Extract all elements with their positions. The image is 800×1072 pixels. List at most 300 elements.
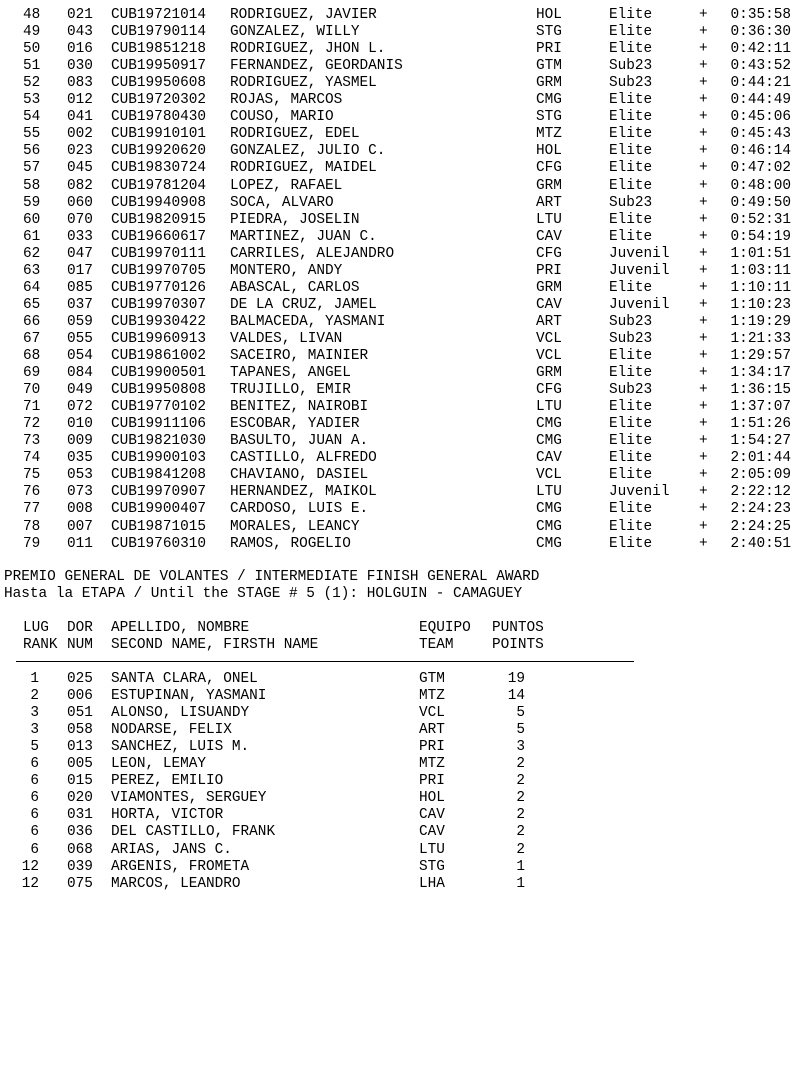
result-sign: + xyxy=(699,126,708,143)
result-name: RODRIGUEZ, JHON L. xyxy=(230,41,386,58)
result-bib: 035 xyxy=(67,450,93,467)
result-bib: 043 xyxy=(67,24,93,41)
result-bib: 083 xyxy=(67,75,93,92)
result-pos: 53 xyxy=(23,92,41,109)
award-header-es xyxy=(0,620,800,637)
result-team: GRM xyxy=(536,75,562,92)
result-cat: Elite xyxy=(609,92,653,109)
result-pos: 64 xyxy=(23,279,41,296)
header-name-es: APELLIDO, NOMBRE xyxy=(111,620,250,636)
award-header-en xyxy=(0,637,800,654)
result-sign: + xyxy=(699,109,708,126)
result-bib: 045 xyxy=(67,160,93,177)
award-name: DEL CASTILLO, FRANK xyxy=(111,824,276,841)
result-name: MONTERO, ANDY xyxy=(230,262,343,279)
award-points: 2 xyxy=(516,790,525,807)
result-code: CUB19970111 xyxy=(111,245,206,262)
result-row xyxy=(0,399,800,416)
result-team: VCL xyxy=(536,330,562,347)
award-pos: 6 xyxy=(30,773,39,790)
result-row xyxy=(0,519,800,536)
result-cat: Sub23 xyxy=(609,313,653,330)
award-row xyxy=(0,756,800,773)
result-row xyxy=(0,229,800,246)
award-stage: Hasta la ETAPA / Until the STAGE # 5 (1): HOLGUIN - CAMAGUEY xyxy=(4,586,523,602)
result-pos: 76 xyxy=(23,484,41,501)
result-pos: 68 xyxy=(23,348,41,364)
result-row xyxy=(0,109,800,126)
result-bib: 030 xyxy=(67,58,93,75)
award-bib: 058 xyxy=(67,722,93,739)
result-pos: 57 xyxy=(23,160,41,177)
award-points: 1 xyxy=(516,858,525,875)
award-points: 19 xyxy=(507,671,525,687)
result-code: CUB19900103 xyxy=(111,450,206,467)
result-cat: Elite xyxy=(609,467,653,484)
result-pos: 74 xyxy=(23,450,41,467)
result-pos: 78 xyxy=(23,518,41,535)
result-pos: 72 xyxy=(23,416,41,433)
result-pos: 71 xyxy=(23,399,41,416)
result-pos: 66 xyxy=(23,313,41,330)
result-row xyxy=(0,263,800,280)
result-sign: + xyxy=(699,143,708,160)
award-bib: 015 xyxy=(67,773,93,790)
result-team: CAV xyxy=(536,228,562,245)
result-time: 2:05:09 xyxy=(730,467,791,484)
award-points: 2 xyxy=(516,773,525,790)
result-pos: 65 xyxy=(23,296,41,313)
award-name: VIAMONTES, SERGUEY xyxy=(111,790,267,807)
award-team: LHA xyxy=(419,875,445,892)
result-bib: 053 xyxy=(67,467,93,484)
result-name: RODRIGUEZ, MAIDEL xyxy=(230,160,377,177)
award-points: 3 xyxy=(516,739,525,756)
result-code: CUB19660617 xyxy=(111,228,206,245)
result-name: GONZALEZ, JULIO C. xyxy=(230,143,386,160)
result-row xyxy=(0,41,800,58)
result-code: CUB19970307 xyxy=(111,296,206,313)
result-pos: 60 xyxy=(23,211,41,228)
result-bib: 082 xyxy=(67,177,93,194)
result-team: CMG xyxy=(536,433,562,450)
result-sign: + xyxy=(699,245,708,262)
result-cat: Elite xyxy=(609,450,653,467)
result-cat: Sub23 xyxy=(609,382,653,399)
result-pos: 50 xyxy=(23,41,41,58)
result-time: 2:01:44 xyxy=(730,450,791,467)
award-name: ARGENIS, FROMETA xyxy=(111,858,250,875)
result-code: CUB19940908 xyxy=(111,194,206,211)
result-cat: Elite xyxy=(609,279,653,296)
result-sign: + xyxy=(699,433,708,450)
result-team: CMG xyxy=(536,501,562,518)
result-team: VCL xyxy=(536,348,562,364)
result-cat: Elite xyxy=(609,416,653,433)
award-name: ARIAS, JANS C. xyxy=(111,841,232,858)
result-team: LTU xyxy=(536,211,562,228)
result-name: HERNANDEZ, MAIKOL xyxy=(230,484,377,501)
result-sign: + xyxy=(699,501,708,518)
award-points: 2 xyxy=(516,807,525,824)
result-row xyxy=(0,484,800,501)
result-bib: 023 xyxy=(67,143,93,160)
result-name: BALMACEDA, YASMANI xyxy=(230,313,386,330)
result-sign: + xyxy=(699,58,708,75)
award-name: MARCOS, LEANDRO xyxy=(111,875,241,892)
result-sign: + xyxy=(699,467,708,484)
award-row xyxy=(0,671,800,688)
result-row xyxy=(0,7,800,24)
award-name: NODARSE, FELIX xyxy=(111,722,232,739)
award-row xyxy=(0,859,800,876)
result-time: 1:51:26 xyxy=(730,416,791,433)
result-bib: 016 xyxy=(67,41,93,58)
award-name: SANTA CLARA, ONEL xyxy=(111,671,258,687)
result-bib: 060 xyxy=(67,194,93,211)
result-pos: 54 xyxy=(23,109,41,126)
award-pos: 5 xyxy=(30,739,39,756)
award-bib: 075 xyxy=(67,875,93,892)
result-cat: Elite xyxy=(609,143,653,160)
result-name: CARRILES, ALEJANDRO xyxy=(230,245,395,262)
result-bib: 037 xyxy=(67,296,93,313)
result-pos: 59 xyxy=(23,194,41,211)
award-name: SANCHEZ, LUIS M. xyxy=(111,739,250,756)
result-name: CHAVIANO, DASIEL xyxy=(230,467,369,484)
header-team-es: EQUIPO xyxy=(419,620,471,636)
award-row xyxy=(0,824,800,841)
result-time: 0:47:02 xyxy=(730,160,791,177)
result-team: STG xyxy=(536,24,562,41)
result-sign: + xyxy=(699,160,708,177)
result-sign: + xyxy=(699,41,708,58)
award-points: 14 xyxy=(507,688,525,705)
result-pos: 58 xyxy=(23,177,41,194)
result-name: RODRIGUEZ, EDEL xyxy=(230,126,360,143)
result-time: 1:03:11 xyxy=(730,262,791,279)
award-pos: 1 xyxy=(30,671,39,687)
award-team: STG xyxy=(419,858,445,875)
result-row xyxy=(0,365,800,382)
result-team: GRM xyxy=(536,365,562,382)
result-row xyxy=(0,433,800,450)
result-row xyxy=(0,75,800,92)
award-bib: 031 xyxy=(67,807,93,824)
result-bib: 008 xyxy=(67,501,93,518)
result-time: 0:54:19 xyxy=(730,228,791,245)
result-code: CUB19900407 xyxy=(111,501,206,518)
result-cat: Juvenil xyxy=(609,262,670,279)
result-name: PIEDRA, JOSELIN xyxy=(230,211,360,228)
result-code: CUB19911106 xyxy=(111,416,206,433)
result-code: CUB19950808 xyxy=(111,382,206,399)
result-cat: Juvenil xyxy=(609,296,670,313)
result-name: ABASCAL, CARLOS xyxy=(230,279,360,296)
result-code: CUB19760310 xyxy=(111,535,206,552)
result-code: CUB19950608 xyxy=(111,75,206,92)
result-cat: Elite xyxy=(609,41,653,58)
result-name: DE LA CRUZ, JAMEL xyxy=(230,296,377,313)
result-code: CUB19970705 xyxy=(111,262,206,279)
result-pos: 75 xyxy=(23,467,41,484)
result-name: RAMOS, ROGELIO xyxy=(230,535,351,552)
header-points-es: PUNTOS xyxy=(492,620,544,636)
result-bib: 002 xyxy=(67,126,93,143)
award-name: PEREZ, EMILIO xyxy=(111,773,224,790)
result-name: BENITEZ, NAIROBI xyxy=(230,399,369,416)
award-bib: 051 xyxy=(67,705,93,722)
result-time: 0:35:58 xyxy=(730,7,791,23)
result-sign: + xyxy=(699,177,708,194)
result-cat: Elite xyxy=(609,365,653,382)
result-cat: Elite xyxy=(609,211,653,228)
result-bib: 055 xyxy=(67,330,93,347)
result-sign: + xyxy=(699,92,708,109)
result-code: CUB19720302 xyxy=(111,92,206,109)
result-time: 0:48:00 xyxy=(730,177,791,194)
result-bib: 085 xyxy=(67,279,93,296)
result-time: 2:22:12 xyxy=(730,484,791,501)
result-pos: 55 xyxy=(23,126,41,143)
result-bib: 047 xyxy=(67,245,93,262)
result-name: MORALES, LEANCY xyxy=(230,518,360,535)
award-team: MTZ xyxy=(419,756,445,773)
award-points: 5 xyxy=(516,705,525,722)
result-time: 0:52:31 xyxy=(730,211,791,228)
result-time: 1:19:29 xyxy=(730,313,791,330)
result-row xyxy=(0,58,800,75)
result-cat: Elite xyxy=(609,177,653,194)
result-bib: 007 xyxy=(67,518,93,535)
result-time: 0:42:11 xyxy=(730,41,791,58)
award-row xyxy=(0,773,800,790)
result-code: CUB19910101 xyxy=(111,126,206,143)
result-row xyxy=(0,467,800,484)
result-team: CMG xyxy=(536,416,562,433)
result-row xyxy=(0,536,800,553)
result-row xyxy=(0,501,800,518)
header-team-en: TEAM xyxy=(419,637,454,653)
result-sign: + xyxy=(699,75,708,92)
result-time: 2:40:51 xyxy=(730,535,791,552)
result-time: 0:43:52 xyxy=(730,58,791,75)
result-cat: Juvenil xyxy=(609,245,670,262)
award-bib: 013 xyxy=(67,739,93,756)
result-time: 2:24:25 xyxy=(730,518,791,535)
award-bib: 005 xyxy=(67,756,93,773)
result-bib: 009 xyxy=(67,433,93,450)
result-pos: 51 xyxy=(23,58,41,75)
result-cat: Elite xyxy=(609,7,653,23)
result-bib: 070 xyxy=(67,211,93,228)
award-team: GTM xyxy=(419,671,445,687)
result-name: MARTINEZ, JUAN C. xyxy=(230,228,377,245)
result-code: CUB19861002 xyxy=(111,348,206,364)
header-bib-es: DOR xyxy=(67,620,93,636)
award-team: CAV xyxy=(419,824,445,841)
result-row xyxy=(0,382,800,399)
result-code: CUB19721014 xyxy=(111,7,206,23)
result-pos: 70 xyxy=(23,382,41,399)
award-team: CAV xyxy=(419,807,445,824)
result-row xyxy=(0,416,800,433)
result-sign: + xyxy=(699,330,708,347)
result-team: VCL xyxy=(536,467,562,484)
result-team: LTU xyxy=(536,484,562,501)
result-cat: Elite xyxy=(609,348,653,364)
result-pos: 67 xyxy=(23,330,41,347)
result-cat: Sub23 xyxy=(609,58,653,75)
header-points-en: POINTS xyxy=(492,637,544,653)
award-bib: 025 xyxy=(67,671,93,687)
award-pos: 6 xyxy=(30,790,39,807)
result-time: 1:10:23 xyxy=(730,296,791,313)
result-cat: Sub23 xyxy=(609,330,653,347)
result-bib: 041 xyxy=(67,109,93,126)
result-cat: Elite xyxy=(609,433,653,450)
result-cat: Elite xyxy=(609,399,653,416)
result-sign: + xyxy=(699,262,708,279)
result-code: CUB19851218 xyxy=(111,41,206,58)
result-code: CUB19821030 xyxy=(111,433,206,450)
award-name: ESTUPINAN, YASMANI xyxy=(111,688,267,705)
result-sign: + xyxy=(699,399,708,416)
award-bib: 020 xyxy=(67,790,93,807)
result-code: CUB19781204 xyxy=(111,177,206,194)
result-row xyxy=(0,212,800,229)
result-name: VALDES, LIVAN xyxy=(230,330,343,347)
award-pos: 6 xyxy=(30,756,39,773)
header-name-en: SECOND NAME, FIRSTH NAME xyxy=(111,637,319,653)
result-pos: 48 xyxy=(23,7,41,23)
award-name: ALONSO, LISUANDY xyxy=(111,705,250,722)
award-team: MTZ xyxy=(419,688,445,705)
result-cat: Sub23 xyxy=(609,194,653,211)
result-sign: + xyxy=(699,194,708,211)
result-code: CUB19770126 xyxy=(111,279,206,296)
result-team: CMG xyxy=(536,518,562,535)
result-bib: 059 xyxy=(67,313,93,330)
result-code: CUB19900501 xyxy=(111,365,206,382)
result-sign: + xyxy=(699,365,708,382)
result-team: MTZ xyxy=(536,126,562,143)
result-row xyxy=(0,24,800,41)
result-sign: + xyxy=(699,518,708,535)
result-row xyxy=(0,280,800,297)
result-cat: Elite xyxy=(609,535,653,552)
result-cat: Elite xyxy=(609,501,653,518)
result-row xyxy=(0,143,800,160)
result-cat: Elite xyxy=(609,109,653,126)
award-team: LTU xyxy=(419,841,445,858)
result-code: CUB19820915 xyxy=(111,211,206,228)
result-name: LOPEZ, RAFAEL xyxy=(230,177,343,194)
award-points: 2 xyxy=(516,756,525,773)
result-name: TRUJILLO, EMIR xyxy=(230,382,351,399)
result-cat: Juvenil xyxy=(609,484,670,501)
award-row xyxy=(0,705,800,722)
award-pos: 2 xyxy=(30,688,39,705)
award-pos: 12 xyxy=(21,858,39,875)
result-row xyxy=(0,450,800,467)
result-row xyxy=(0,348,800,365)
award-pos: 6 xyxy=(30,841,39,858)
result-cat: Elite xyxy=(609,518,653,535)
header-divider xyxy=(16,661,634,662)
result-team: ART xyxy=(536,313,562,330)
result-team: PRI xyxy=(536,262,562,279)
result-code: CUB19841208 xyxy=(111,467,206,484)
result-pos: 79 xyxy=(23,535,41,552)
result-name: SOCA, ALVARO xyxy=(230,194,334,211)
result-pos: 69 xyxy=(23,365,41,382)
result-code: CUB19920620 xyxy=(111,143,206,160)
award-name: LEON, LEMAY xyxy=(111,756,206,773)
result-team: STG xyxy=(536,109,562,126)
result-bib: 011 xyxy=(67,535,93,552)
result-team: CMG xyxy=(536,535,562,552)
result-row xyxy=(0,195,800,212)
result-bib: 012 xyxy=(67,92,93,109)
result-bib: 017 xyxy=(67,262,93,279)
result-pos: 56 xyxy=(23,143,41,160)
result-bib: 073 xyxy=(67,484,93,501)
result-bib: 010 xyxy=(67,416,93,433)
result-code: CUB19830724 xyxy=(111,160,206,177)
result-team: CFG xyxy=(536,245,562,262)
award-row xyxy=(0,807,800,824)
award-bib: 039 xyxy=(67,858,93,875)
award-team: VCL xyxy=(419,705,445,722)
result-pos: 77 xyxy=(23,501,41,518)
award-points: 1 xyxy=(516,875,525,892)
result-team: CFG xyxy=(536,160,562,177)
result-team: CFG xyxy=(536,382,562,399)
result-team: GRM xyxy=(536,177,562,194)
result-code: CUB19960913 xyxy=(111,330,206,347)
result-name: RODRIGUEZ, JAVIER xyxy=(230,7,377,23)
result-pos: 52 xyxy=(23,75,41,92)
award-team: ART xyxy=(419,722,445,739)
result-name: ROJAS, MARCOS xyxy=(230,92,343,109)
award-row xyxy=(0,688,800,705)
result-time: 1:34:17 xyxy=(730,365,791,382)
result-sign: + xyxy=(699,313,708,330)
result-name: ESCOBAR, YADIER xyxy=(230,416,360,433)
result-row xyxy=(0,314,800,331)
result-row xyxy=(0,126,800,143)
award-pos: 3 xyxy=(30,705,39,722)
result-cat: Elite xyxy=(609,228,653,245)
result-row xyxy=(0,160,800,177)
result-name: COUSO, MARIO xyxy=(230,109,334,126)
award-row xyxy=(0,739,800,756)
result-name: TAPANES, ANGEL xyxy=(230,365,351,382)
result-team: ART xyxy=(536,194,562,211)
result-team: HOL xyxy=(536,143,562,160)
award-points: 5 xyxy=(516,722,525,739)
result-sign: + xyxy=(699,24,708,41)
result-bib: 021 xyxy=(67,7,93,23)
result-time: 0:44:21 xyxy=(730,75,791,92)
award-team: HOL xyxy=(419,790,445,807)
result-pos: 61 xyxy=(23,228,41,245)
result-sign: + xyxy=(699,484,708,501)
award-pos: 12 xyxy=(21,875,39,892)
result-team: HOL xyxy=(536,7,562,23)
result-name: CARDOSO, LUIS E. xyxy=(230,501,369,518)
